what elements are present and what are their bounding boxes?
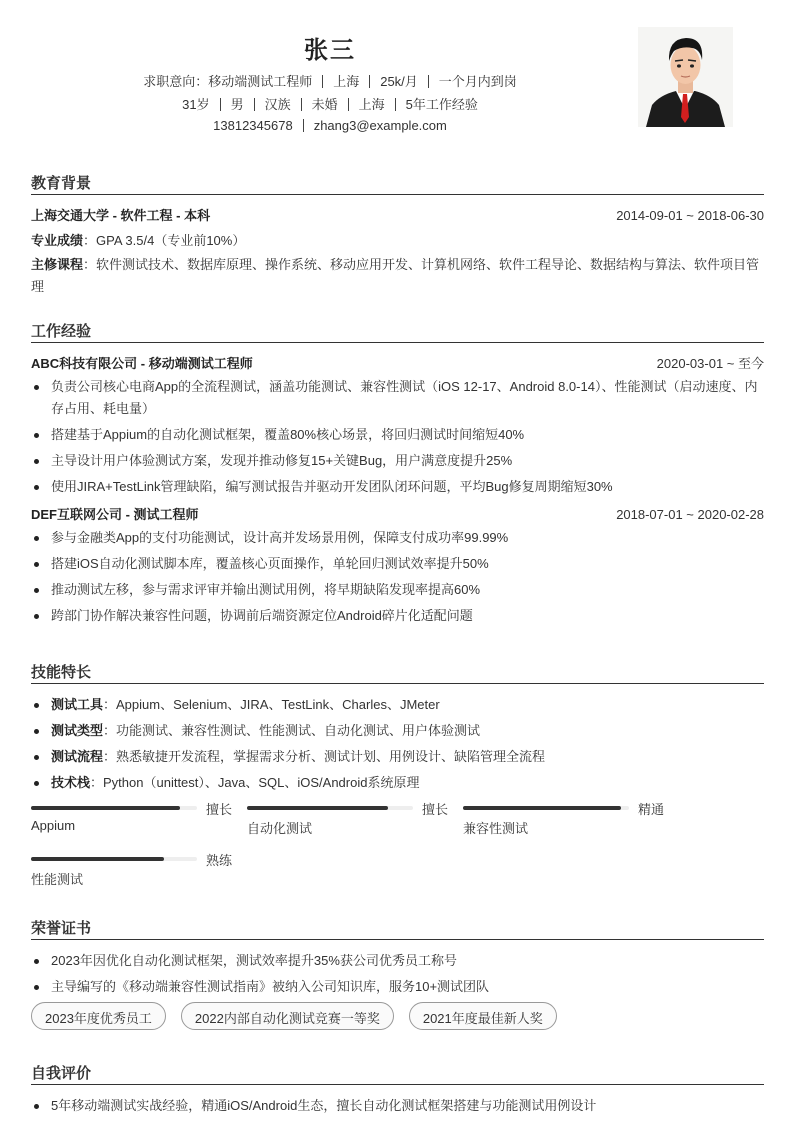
divider bbox=[303, 119, 304, 132]
honor-tag: 2022内部自动化测试竞赛一等奖 bbox=[181, 1002, 394, 1030]
skill-progress-fill bbox=[247, 806, 388, 810]
job-entry bbox=[31, 355, 764, 373]
list-item: 负责公司核心电商App的全流程测试，涵盖功能测试、兼容性测试（iOS 12-17、Android 8.0-14）、性能测试（启动速度、内存占用、耗电量） bbox=[31, 376, 764, 420]
courses-value: ：软件测试技术、数据库原理、操作系统、移动应用开发、计算机网络、软件工程导论、数据结构与算法、软件项目管理 bbox=[31, 257, 760, 294]
divider bbox=[395, 98, 396, 111]
education-date: 2014-09-01 ~ 2018-06-30 bbox=[616, 208, 764, 223]
divider bbox=[369, 75, 370, 88]
section-title: 工作经验 bbox=[31, 320, 764, 343]
list-item: 使用JIRA+TestLink管理缺陷，编写测试报告并驱动开发团队闭环问题，平均Bug修复周期缩短30% bbox=[31, 476, 764, 498]
job-title: DEF互联网公司 - 测试工程师 bbox=[31, 507, 199, 522]
skill-label: 测试流程 bbox=[51, 749, 104, 764]
list-item: 跨部门协作解决兼容性问题，协调前后端资源定位Android碎片化适配问题 bbox=[31, 605, 764, 627]
location: 上海 bbox=[358, 97, 385, 112]
candidate-name: 张三 bbox=[304, 37, 356, 64]
skill-name: Appium bbox=[31, 818, 76, 833]
gpa-value: ：GPA 3.5/4（专业前10%） bbox=[83, 233, 246, 248]
divider bbox=[301, 98, 302, 111]
skill-label: 测试类型 bbox=[51, 723, 104, 738]
self-evaluation-section bbox=[31, 1062, 764, 1121]
divider bbox=[348, 98, 349, 111]
job-intent-line bbox=[0, 71, 660, 90]
experience-years: 5年工作经验 bbox=[405, 97, 478, 112]
skills-section bbox=[31, 661, 764, 902]
contact-line bbox=[0, 118, 660, 133]
availability: 一个月内到岗 bbox=[438, 74, 517, 89]
education-entry bbox=[31, 207, 764, 225]
job-date: 2020-03-01 ~ 至今 bbox=[656, 356, 764, 371]
skill-value: ：功能测试、兼容性测试、性能测试、自动化测试、用户体验测试 bbox=[103, 723, 481, 738]
divider bbox=[428, 75, 429, 88]
job-entry bbox=[31, 506, 764, 524]
expected-salary: 25k/月 bbox=[380, 74, 418, 89]
skill-label: 测试工具 bbox=[51, 697, 104, 712]
email[interactable]: zhang3@example.com bbox=[313, 118, 447, 133]
skill-bar-item bbox=[31, 851, 247, 902]
honors-section bbox=[31, 917, 764, 1030]
section-title: 技能特长 bbox=[31, 661, 764, 684]
list-item: 推动测试左移，参与需求评审并输出测试用例，将早期缺陷发现率提高60% bbox=[31, 579, 764, 601]
list-item: 搭建iOS自动化测试脚本库，覆盖核心页面操作，单轮回归测试效率提升50% bbox=[31, 553, 764, 575]
courses-line bbox=[31, 254, 764, 298]
job-title: ABC科技有限公司 - 移动端测试工程师 bbox=[31, 356, 253, 371]
resume-header bbox=[0, 0, 794, 150]
list-item bbox=[31, 694, 764, 716]
personal-info-line bbox=[0, 94, 660, 113]
avatar-illustration-icon bbox=[638, 27, 733, 127]
list-item: 主导设计用户体验测试方案，发现并推动修复15+关键Bug，用户满意度提升25% bbox=[31, 450, 764, 472]
skill-bars bbox=[31, 800, 764, 902]
intent-city: 上海 bbox=[333, 74, 360, 89]
list-item: 参与金融类App的支付功能测试，设计高并发场景用例，保障支付成功率99.99% bbox=[31, 527, 764, 549]
skill-label: 技术栈 bbox=[51, 775, 91, 790]
skill-level: 擅长 bbox=[206, 801, 233, 817]
skill-name: 性能测试 bbox=[31, 872, 84, 887]
honor-tag: 2021年度最佳新人奖 bbox=[409, 1002, 557, 1030]
age: 31岁 bbox=[182, 97, 210, 112]
ethnicity: 汉族 bbox=[264, 97, 291, 112]
job-date: 2018-07-01 ~ 2020-02-28 bbox=[616, 507, 764, 522]
skill-progress-fill bbox=[463, 806, 621, 810]
skill-bar-item bbox=[463, 800, 679, 851]
phone-number[interactable]: 13812345678 bbox=[213, 118, 293, 133]
skill-level: 擅长 bbox=[422, 801, 449, 817]
list-item bbox=[31, 720, 764, 742]
section-title: 教育背景 bbox=[31, 172, 764, 195]
divider bbox=[322, 75, 323, 88]
list-item bbox=[31, 772, 764, 794]
skill-name: 兼容性测试 bbox=[463, 821, 529, 836]
list-item: 5年移动端测试实战经验，精通iOS/Android生态，擅长自动化测试框架搭建与功能测试用例设计 bbox=[31, 1095, 764, 1117]
self-eval-list bbox=[31, 1095, 764, 1117]
skill-progress-fill bbox=[31, 806, 180, 810]
divider bbox=[254, 98, 255, 111]
job-intent: 求职意向：移动端测试工程师 bbox=[143, 74, 313, 89]
job-bullets bbox=[31, 376, 764, 498]
skill-name: 自动化测试 bbox=[247, 821, 313, 836]
gpa-label: 专业成绩 bbox=[31, 233, 84, 248]
honor-tags bbox=[31, 1002, 764, 1030]
skill-level: 熟练 bbox=[206, 852, 233, 868]
honor-tag: 2023年度优秀员工 bbox=[31, 1002, 166, 1030]
skill-value: ：熟悉敏捷开发流程，掌握需求分析、测试计划、用例设计、缺陷管理全流程 bbox=[103, 749, 546, 764]
skill-bar-item bbox=[31, 800, 247, 851]
skill-value: ：Python（unittest）、Java、SQL、iOS/Android系统原理 bbox=[90, 775, 420, 790]
skill-progress-track bbox=[31, 857, 197, 861]
honors-list bbox=[31, 950, 764, 998]
gender: 男 bbox=[230, 97, 244, 112]
list-item: 搭建基于Appium的自动化测试框架，覆盖80%核心场景，将回归测试时间缩短40% bbox=[31, 424, 764, 446]
job-bullets bbox=[31, 527, 764, 627]
work-section bbox=[31, 320, 764, 631]
courses-label: 主修课程 bbox=[31, 257, 84, 272]
skill-value: ：Appium、Selenium、JIRA、TestLink、Charles、JMeter bbox=[103, 697, 440, 712]
divider bbox=[220, 98, 221, 111]
skill-bar-item bbox=[247, 800, 463, 851]
section-title: 自我评价 bbox=[31, 1062, 764, 1085]
skill-progress-fill bbox=[31, 857, 164, 861]
school-major-degree: 上海交通大学 - 软件工程 - 本科 bbox=[31, 208, 211, 223]
avatar-photo bbox=[638, 27, 733, 127]
skills-list bbox=[31, 694, 764, 794]
education-section bbox=[31, 172, 764, 298]
section-title: 荣誉证书 bbox=[31, 917, 764, 940]
skill-progress-track bbox=[247, 806, 413, 810]
list-item bbox=[31, 746, 764, 768]
skill-level: 精通 bbox=[638, 801, 665, 817]
skill-progress-track bbox=[463, 806, 629, 810]
gpa-line bbox=[31, 230, 764, 252]
skill-progress-track bbox=[31, 806, 197, 810]
list-item: 主导编写的《移动端兼容性测试指南》被纳入公司知识库，服务10+测试团队 bbox=[31, 976, 764, 998]
list-item: 2023年因优化自动化测试框架，测试效率提升35%获公司优秀员工称号 bbox=[31, 950, 764, 972]
marital-status: 未婚 bbox=[311, 97, 338, 112]
